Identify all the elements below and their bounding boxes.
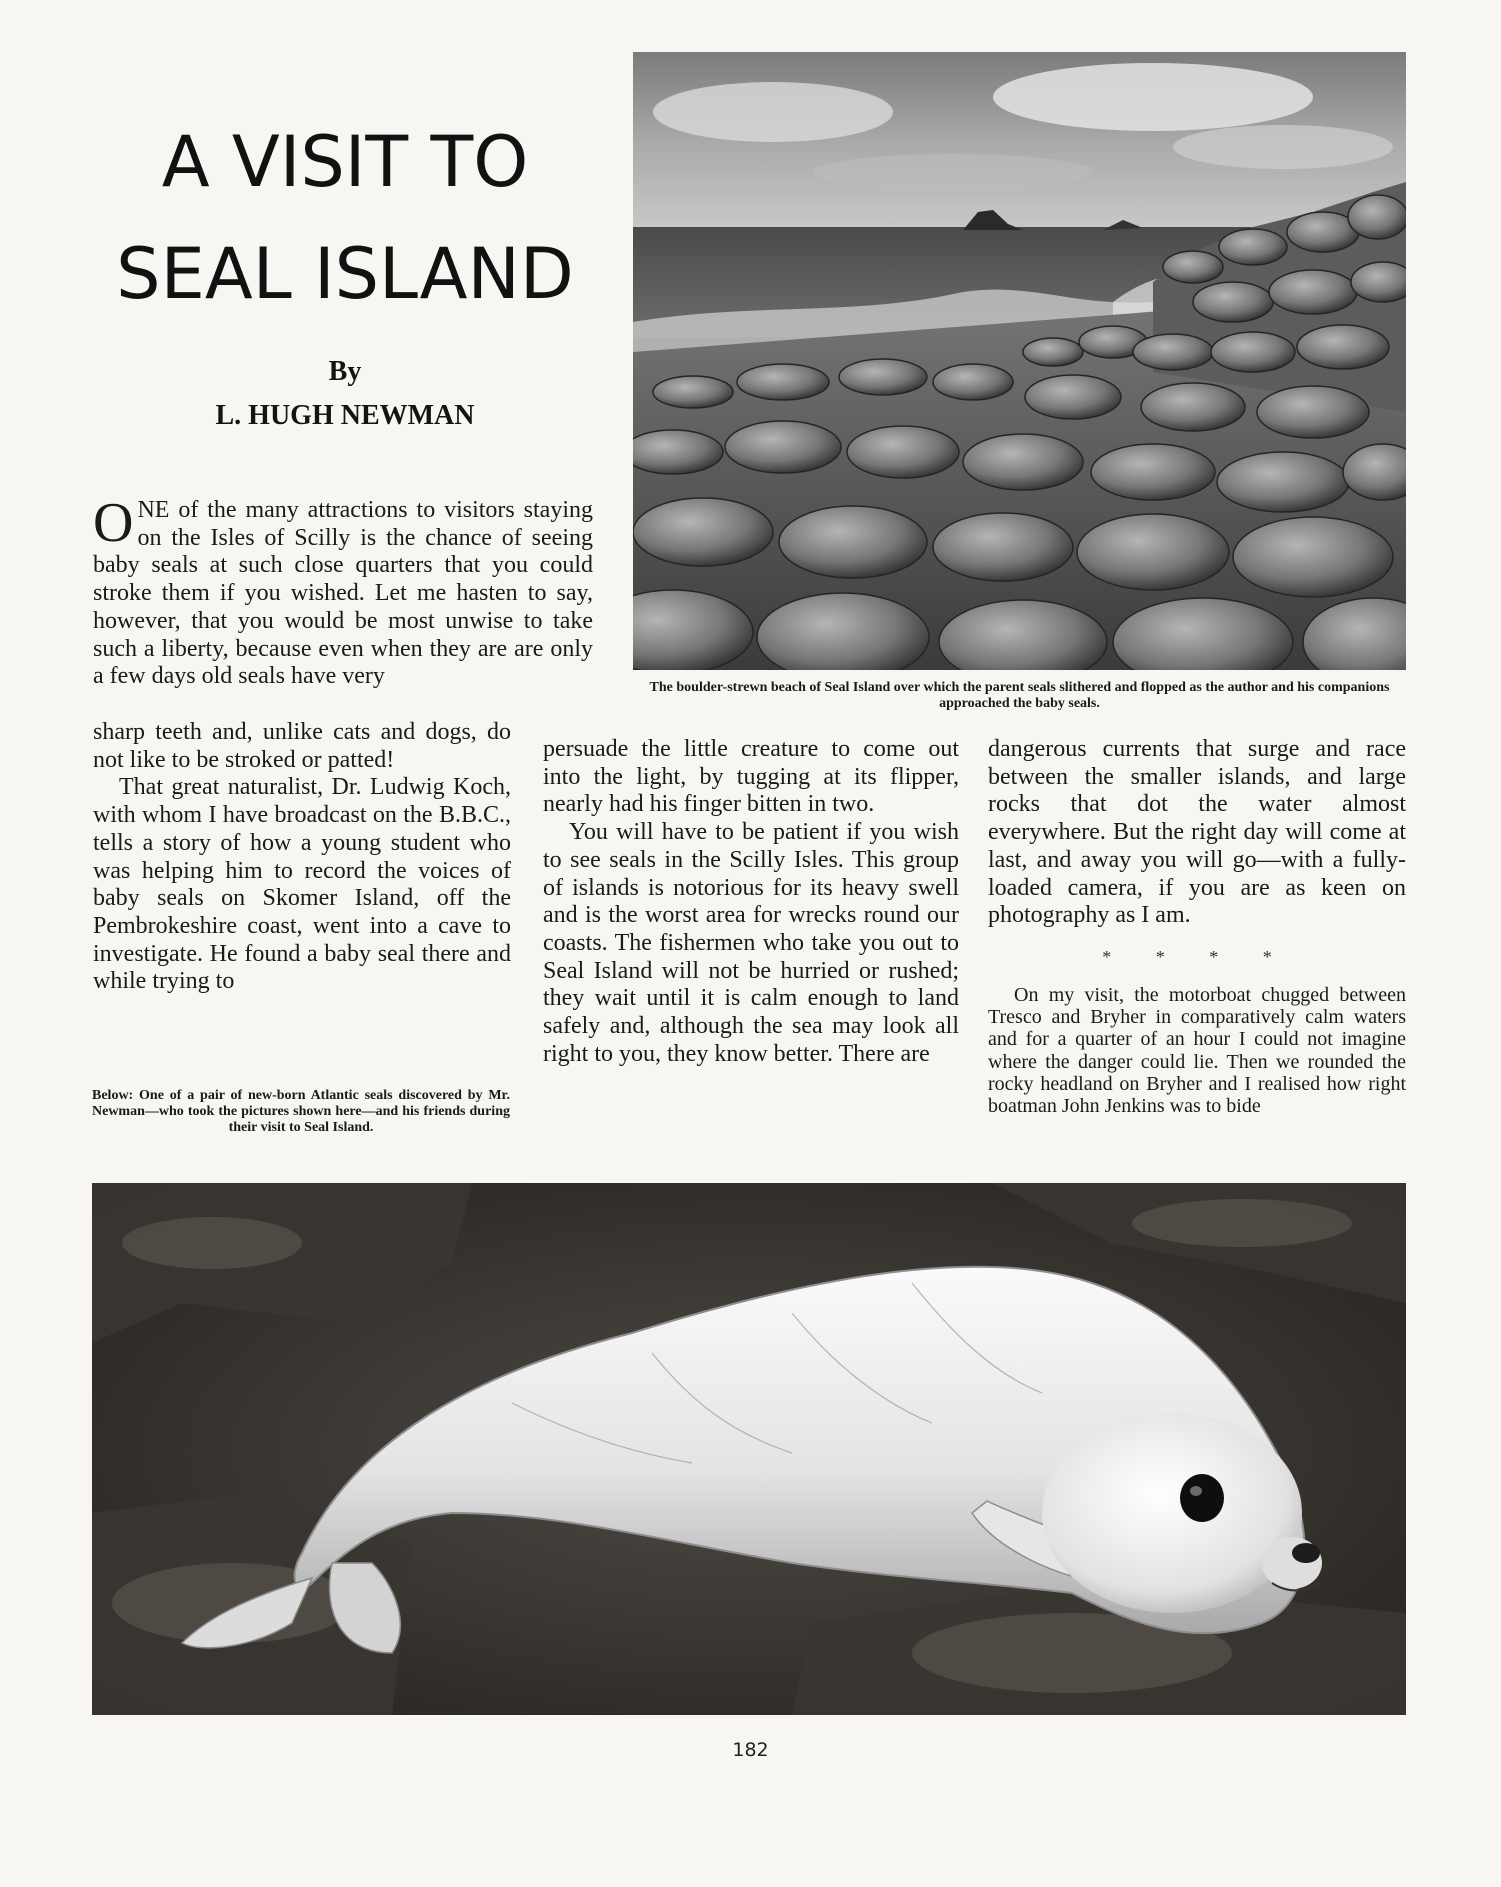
byline-by: By bbox=[328, 356, 362, 387]
column-1-paragraph-2: That great naturalist, Dr. Ludwig Koch, with whom I have broadcast on the B.B.C., tells a story of how a young student who was helping him to record the voices of baby seals on Skomer Island, off the Pembrokeshire coast, went into a cave to investigate. He found a baby seal there and while trying to bbox=[93, 774, 511, 995]
column-2-paragraph-2: You will have to be patient if you wish to see seals in the Scilly Isles. This group of islands is notorious for its heavy swell and is the worst area for wrecks round our coasts. The fishermen who take you out to Seal Island will not be hurried or rushed; they wait until it is calm enough to land safely and, although the sea may look all right to you, they know better. There are bbox=[543, 819, 959, 1067]
article-headline bbox=[95, 106, 595, 330]
byline-author: L. HUGH NEWMAN bbox=[215, 400, 475, 431]
column-3-small-text bbox=[988, 984, 1406, 1118]
headline-line-1: A VISIT TO bbox=[161, 121, 529, 203]
baby-seal-image bbox=[92, 1183, 1406, 1715]
section-break-stars: * * * * bbox=[1102, 946, 1292, 967]
page-number: 182 bbox=[732, 1739, 769, 1761]
intro-paragraph bbox=[93, 492, 593, 691]
boulder-beach-photo bbox=[633, 52, 1406, 670]
column-2 bbox=[543, 736, 959, 1068]
headline-line-2: SEAL ISLAND bbox=[116, 233, 574, 315]
bottom-photo-caption: Below: One of a pair of new-born Atlantic seals discovered by Mr. Newman—who took the pictures shown here—and his friends during their visit to Seal Island. bbox=[92, 1088, 510, 1135]
baby-seal-photo bbox=[92, 1183, 1406, 1715]
intro-text: NE of the many attractions to visitors staying on the Isles of Scilly is the chance of seeing baby seals at such close quarters that you could stroke them if you wished. Let me hasten to say, however, that you would be most unwise to take such a liberty, because even when they are are only a few days old seals have very bbox=[93, 497, 593, 690]
column-3-small-paragraph: On my visit, the motorboat chugged between Tresco and Bryher in comparatively calm waters and for a quarter of an hour I could not imagine where the danger could lie. Then we rounded the rocky headland on Bryher and I realised how right boatman John Jenkins was to bide bbox=[988, 983, 1406, 1118]
column-3 bbox=[988, 736, 1406, 1117]
boulder-beach-image bbox=[633, 52, 1406, 670]
byline bbox=[95, 350, 595, 438]
drop-cap: O bbox=[93, 492, 134, 554]
column-1 bbox=[93, 719, 511, 996]
column-2-continuation: persuade the little creature to come out into the light, by tugging at its flipper, nearly had his finger bitten in two. bbox=[543, 736, 959, 818]
column-1-continuation: sharp teeth and, unlike cats and dogs, do not like to be stroked or patted! bbox=[93, 719, 511, 773]
top-photo-caption: The boulder-strewn beach of Seal Island over which the parent seals slithered and flopped as the author and his companions approached the baby seals. bbox=[649, 680, 1390, 711]
column-3-continuation: dangerous currents that surge and race between the smaller islands, and large rocks that dot the water almost everywhere. But the right day will come at last, and away you will go—with a fully-loaded camera, if you are as keen on photography as I am. bbox=[988, 736, 1406, 929]
